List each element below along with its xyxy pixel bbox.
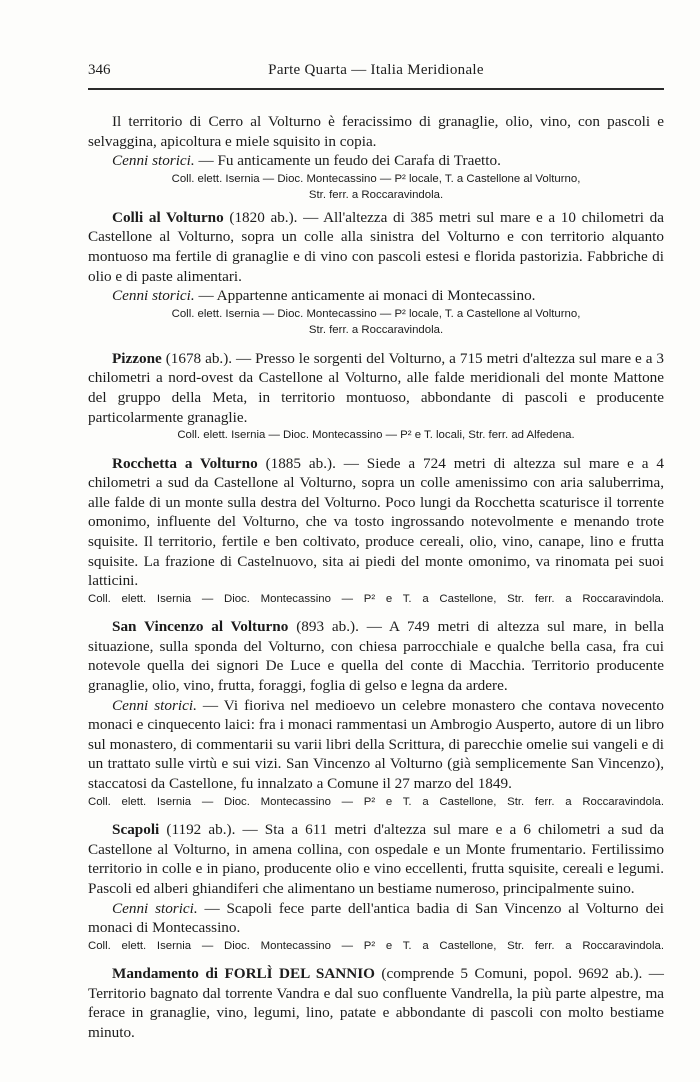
history-text: — Vi fioriva nel medioevo un celebre monastero che contava novecento monaci e cinquecento laici: fra i monaci rammentasi un Ambrogio Ausperto, autore di un libro sul monastero, di commentarii su varii libri della Scrittura, di parecchie omelie sui vangeli e di un trattato sulle virtù e sui vizi. San Vincenzo al Volturno (già semplicemente San Vincenzo), staccatosi da Castellone, fu innalzato a Comune il 27 marzo del 1849. [88, 696, 664, 793]
entry-rocchetta [88, 454, 664, 608]
coll-line: Coll. elett. Isernia — Dioc. Montecassino — P² e T. locali, Str. ferr. ad Alfedena. [177, 429, 575, 442]
entry-body: (1192 ab.). — Sta a 611 metri d'altezza sul mare e a 6 chilometri a sud da Castellone al Volturno, in amena collina, con ospedale e un Monte frumentario. Fertilissimo territorio in colle e in piano, producente olio e vino eccellenti, frutta squisite, cereali e legumi. Pascoli ed alberi ghiandiferi che alimentano un bestiame numeroso, principalmente suino. [88, 821, 664, 897]
entry-text [88, 454, 664, 591]
entry-mandamento-forli [88, 964, 664, 1042]
coll-line: Coll. elett. Isernia — Dioc. Montecassino — P² locale, T. a Castellone al Volturno, [171, 172, 581, 185]
coll-line: Coll. elett. Isernia — Dioc. Montecassino — P² locale, T. a Castellone al Volturno, [171, 307, 581, 320]
entry-body: (1820 ab.). — All'altezza di 385 metri sul mare e a 10 chilometri da Castellone al Volturno, sopra un colle alla sinistra del Volturno e con territorio alquanto montuoso ma fertile di granaglie e di vino con pascoli estesi e florida pastorizia. Fabbriche di olio e di paste alimentari. [88, 208, 664, 285]
entry-name: Colli al Volturno [112, 208, 224, 226]
history-note [88, 899, 664, 938]
entry-name: Scapoli [112, 821, 160, 839]
history-label: Cenni storici. [112, 287, 195, 305]
entry-body: (893 ab.). — A 749 metri di altezza sul mare, in bella situazione, sulla sponda del Volturno, con chiesa parrocchiale e qualche bella casa, fra cui notevole quella dei signori De Luce e quella del conte di Macchia. Territorio producente granaglie, olio, vino, frutta, foraggi, foglia di gelso e legna da ardere. [88, 618, 664, 695]
entry-text [88, 617, 664, 695]
history-note [88, 151, 664, 171]
entry-scapoli [88, 820, 664, 954]
page-body [88, 112, 664, 1053]
entry-colli [88, 208, 664, 339]
history-note [88, 696, 664, 794]
history-text: — Appartenne anticamente ai monaci di Montecassino. [194, 287, 536, 305]
history-label: Cenni storici. [112, 696, 197, 714]
coll-line: Coll. elett. Isernia — Dioc. Montecassino — P² e T. a Castellone, Str. ferr. a Roccaravindola. [88, 592, 664, 605]
history-note [88, 286, 664, 306]
entry-name: Pizzone [112, 349, 162, 367]
entry-text: Il territorio di Cerro al Volturno è feracissimo di granaglie, olio, vino, con pascoli e selvaggina, apicoltura e miele squisito in copia. [88, 113, 664, 150]
coll-line: Coll. elett. Isernia — Dioc. Montecassino — P² e T. a Castellone, Str. ferr. a Roccaravindola. [88, 795, 664, 808]
page-number: 346 [88, 62, 111, 78]
history-label: Cenni storici. [112, 152, 195, 170]
coll-line: Str. ferr. a Roccaravindola. [308, 189, 444, 202]
entry-text [88, 349, 664, 427]
coll-line: Coll. elett. Isernia — Dioc. Montecassino — P² e T. a Castellone, Str. ferr. a Roccaravindola. [88, 939, 664, 952]
entry-body: (1678 ab.). — Presso le sorgenti del Volturno, a 715 metri d'altezza sul mare e a 3 chilometri a nord-ovest da Castellone al Volturno, alle falde meridionali del monte Mattone del gruppo della Meta, in territorio montuoso, abbondante di pascoli e producente particolarmente granaglie. [88, 349, 664, 426]
history-text: — Scapoli fece parte dell'antica badia di San Vincenzo al Volturno dei monaci di Montecassino. [88, 899, 664, 937]
entry-cerro [88, 112, 664, 204]
coll-line: Str. ferr. a Roccaravindola. [308, 324, 444, 337]
entry-name: San Vincenzo al Volturno [112, 618, 289, 636]
entry-body: (1885 ab.). — Siede a 724 metri di altezza sul mare e a 4 chilometri a sud da Castellone al Volturno, sopra un colle amenissimo con aria saluberrima, alle falde di un monte sulla destra del Volturno. Poco lungi da Rocchetta scaturisce il torrente omonimo, influente del Volturno, che va tosto ingrossando notevolmente e menando trote squisite. Il territorio, fertile e ben coltivato, produce cereali, olio, vino, canape, lino e frutta squisite. La frazione di Castelnuovo, sita ai piedi del monte omonimo, va rinomata pei suoi latticini. [88, 454, 664, 590]
entry-name: Rocchetta a Volturno [112, 454, 258, 472]
entry-text [88, 964, 664, 1042]
running-title: Parte Quarta — Italia Meridionale [268, 62, 484, 78]
entry-text [88, 208, 664, 286]
entry-pizzone [88, 349, 664, 444]
history-label: Cenni storici. [112, 899, 198, 917]
entry-body: (comprende 5 Comuni, popol. 9692 ab.). — Territorio bagnato dal torrente Vandra e dal suo confluente Vandrella, la più parte alpestre, ma ferace in granaglie, vino, legumi, lino, patate e abbondante di pascoli con molto bestiame minuto. [88, 965, 664, 1041]
header-rule [88, 88, 664, 90]
page-header [88, 62, 664, 84]
entry-san-vincenzo [88, 617, 664, 810]
history-text: — Fu anticamente un feudo dei Carafa di Traetto. [194, 152, 501, 170]
entry-text [88, 820, 664, 898]
entry-name: Mandamento di FORLÌ DEL SANNIO [112, 965, 375, 983]
